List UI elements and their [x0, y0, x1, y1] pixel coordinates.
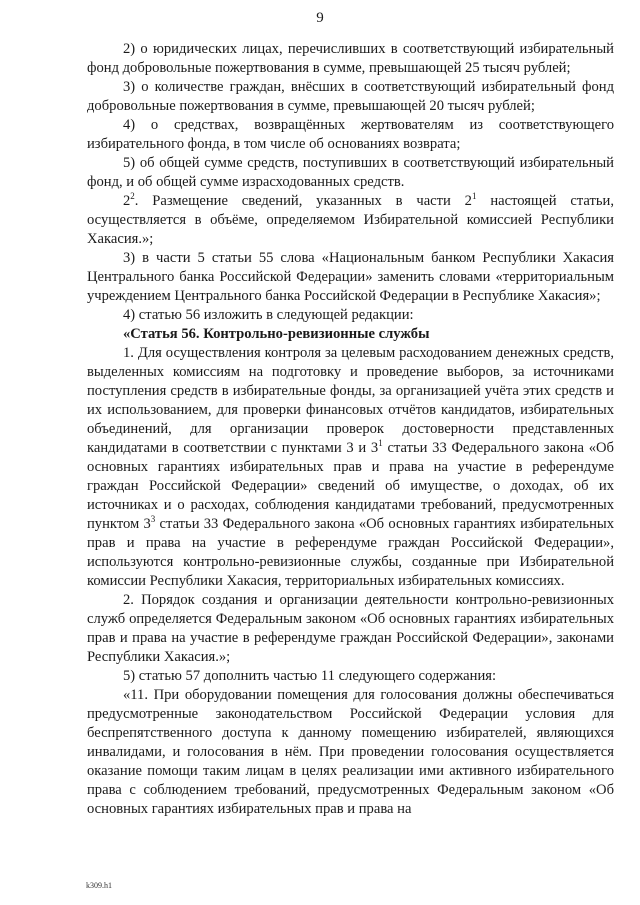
text-run: статьи 33 Федерального закона «Об основных гарантиях избирательных прав и права на участие в референдуме граждан Российской Федерации» сведений об имуществе, о доходах, об их источниках и о расходах, соблюдения кандидатами требований, предусмотренных пунктом 3: [87, 440, 614, 532]
text-run: 3) о количестве граждан, внёсших в соответствующий избирательный фонд добровольные пожертвования в сумме, превышающей 20 тысяч рублей;: [87, 79, 614, 114]
paragraph: [87, 154, 614, 192]
paragraph: [87, 686, 614, 819]
text-run: статьи 33 Федерального закона «Об основных гарантиях избирательных прав и права на участие в референдуме граждан Российской Федерации», используются контрольно-ревизионные службы, созданные при Избирательной комиссии Республики Хакасия, территориальных избирательных комиссиях.: [87, 516, 614, 589]
paragraph: [87, 249, 614, 306]
paragraph: [87, 306, 614, 325]
text-run: 2. Порядок создания и организации деятельности контрольно-ревизионных служб определяется Федеральным законом «Об основных гарантиях избирательных прав и права на участие в референдуме граждан Российской Федерации», законами Республики Хакасия.»;: [87, 592, 614, 665]
paragraph: [87, 116, 614, 154]
text-run: 2) о юридических лицах, перечисливших в соответствующий избирательный фонд добровольные пожертвования в сумме, превышающей 25 тысяч рублей;: [87, 41, 614, 76]
text-run: 3) в части 5 статьи 55 слова «Национальным банком Республики Хакасия Центрального банка Российской Федерации» заменить словами «территориальным учреждением Центрального банка Российской Федерации в Республике Хакасия»;: [87, 250, 614, 304]
article-heading: [87, 325, 614, 344]
text-run: «Статья 56. Контрольно-ревизионные службы: [123, 326, 430, 342]
superscript: 3: [150, 514, 156, 524]
paragraph: [87, 192, 614, 249]
text-run: «11. При оборудовании помещения для голосования должны обеспечиваться предусмотренные законодательством Российской Федерации условия для беспрепятственного доступа к данному помещению избирателей, являющихся инвалидами, и голосования в нём. При проведении голосования осуществляется оказание помощи таким лицам в целях реализации ими активного избирательного права с соблюдением требований, предусмотренных Федеральным законом «Об основных гарантиях избирательных прав и права на: [87, 687, 614, 817]
text-run: 4) статью 56 изложить в следующей редакции:: [123, 307, 414, 323]
text-run: 5) статью 57 дополнить частью 11 следующего содержания:: [123, 668, 497, 684]
text-run: 5) об общей сумме средств, поступивших в соответствующий избирательный фонд, и об общей сумме израсходованных средств.: [87, 155, 614, 190]
paragraph: [87, 667, 614, 686]
text-run: . Размещение сведений, указанных в части 2: [134, 193, 472, 209]
superscript: 2: [130, 191, 135, 201]
text-run: настоящей статьи, осуществляется в объёме, определяемом Избирательной комиссией Республики Хакасия.»;: [87, 193, 614, 247]
text-run: 4) о средствах, возвращённых жертвователям из соответствующего избирательного фонда, в том числе об основаниях возврата;: [87, 117, 614, 152]
paragraph: [87, 591, 614, 667]
text-run: 2: [123, 193, 131, 209]
footer-code: k309.h1: [86, 881, 112, 890]
paragraph: [87, 40, 614, 78]
superscript: 1: [378, 438, 383, 448]
paragraph: [87, 78, 614, 116]
paragraph: [87, 344, 614, 591]
superscript: 1: [471, 191, 477, 201]
document-body: [87, 40, 614, 819]
page-number: 9: [316, 10, 324, 26]
text-run: 1. Для осуществления контроля за целевым расходованием денежных средств, выделенных комиссиям на подготовку и проведение выборов, за источниками поступления средств в избирательные фонды, за организацией учёта этих средств и их использованием, для проверки финансовых отчётов кандидатов, избирательных объединений, для организации проверок достоверности представленных кандидатами в соответствии с пунктами 3 и 3: [87, 345, 614, 456]
